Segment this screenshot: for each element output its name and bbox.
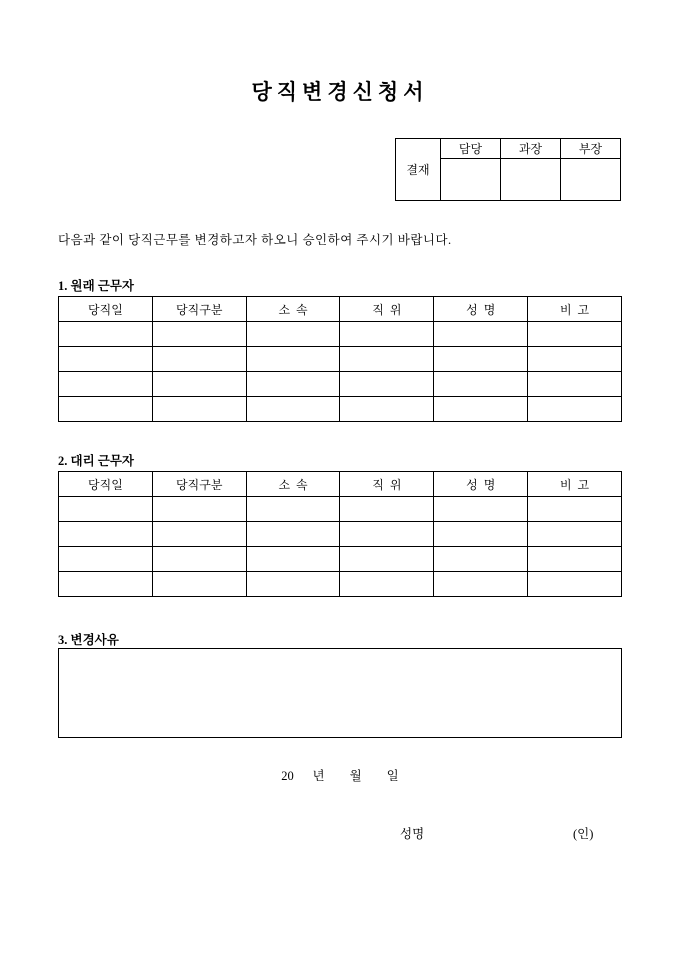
empty-cell: [434, 397, 528, 422]
empty-cell: [528, 497, 622, 522]
table-row: [59, 522, 622, 547]
empty-cell: [152, 547, 246, 572]
section1-heading: 1. 원래 근무자: [58, 279, 135, 293]
empty-cell: [246, 347, 340, 372]
col-position: 직 위: [340, 297, 434, 322]
empty-cell: [340, 572, 434, 597]
empty-cell: [340, 397, 434, 422]
table-row: [59, 572, 622, 597]
table-row: [59, 497, 622, 522]
col-remarks: 비 고: [528, 297, 622, 322]
empty-cell: [528, 547, 622, 572]
signature-name-label: 성명: [400, 827, 425, 841]
empty-cell: [152, 497, 246, 522]
empty-cell: [528, 347, 622, 372]
table-row: [59, 547, 622, 572]
approval-col-manager: 과장: [501, 139, 561, 159]
empty-cell: [434, 572, 528, 597]
empty-cell: [434, 372, 528, 397]
col-position: 직 위: [340, 472, 434, 497]
empty-cell: [246, 372, 340, 397]
empty-cell: [59, 572, 153, 597]
seal-label: (인): [573, 827, 594, 841]
empty-cell: [246, 497, 340, 522]
section3-heading: 3. 변경사유: [58, 633, 119, 647]
col-remarks: 비 고: [528, 472, 622, 497]
empty-cell: [246, 397, 340, 422]
col-department: 소 속: [246, 472, 340, 497]
empty-cell: [434, 497, 528, 522]
table-row: [59, 347, 622, 372]
empty-cell: [434, 322, 528, 347]
empty-cell: [246, 322, 340, 347]
col-duty-date: 당직일: [59, 472, 153, 497]
empty-cell: [340, 322, 434, 347]
col-duty-date: 당직일: [59, 297, 153, 322]
empty-cell: [528, 572, 622, 597]
approval-sign-cell: [561, 159, 621, 201]
empty-cell: [434, 547, 528, 572]
empty-cell: [340, 497, 434, 522]
col-duty-type: 당직구분: [152, 297, 246, 322]
col-name: 성 명: [434, 297, 528, 322]
empty-cell: [59, 347, 153, 372]
empty-cell: [528, 397, 622, 422]
empty-cell: [152, 372, 246, 397]
empty-cell: [59, 322, 153, 347]
approval-sign-cell: [441, 159, 501, 201]
empty-cell: [246, 547, 340, 572]
empty-cell: [152, 322, 246, 347]
empty-cell: [434, 347, 528, 372]
table-header-row: [59, 297, 622, 322]
empty-cell: [152, 522, 246, 547]
empty-cell: [340, 547, 434, 572]
approval-sign-cell: [501, 159, 561, 201]
empty-cell: [528, 322, 622, 347]
empty-cell: [152, 347, 246, 372]
empty-cell: [59, 372, 153, 397]
table-row: [59, 372, 622, 397]
section2-heading: 2. 대리 근무자: [58, 454, 135, 468]
col-department: 소 속: [246, 297, 340, 322]
table-row: [59, 322, 622, 347]
empty-cell: [528, 522, 622, 547]
empty-cell: [246, 522, 340, 547]
empty-cell: [59, 497, 153, 522]
col-name: 성 명: [434, 472, 528, 497]
table-header-row: [59, 472, 622, 497]
approval-col-director: 부장: [561, 139, 621, 159]
approval-table: [395, 138, 621, 201]
original-worker-table: [58, 296, 622, 422]
empty-cell: [152, 397, 246, 422]
empty-cell: [340, 372, 434, 397]
empty-cell: [528, 372, 622, 397]
approval-label: 결재: [396, 139, 441, 201]
empty-cell: [59, 522, 153, 547]
empty-cell: [340, 347, 434, 372]
change-reason-box: [58, 648, 622, 738]
empty-cell: [152, 572, 246, 597]
empty-cell: [59, 397, 153, 422]
empty-cell: [246, 572, 340, 597]
empty-cell: [434, 522, 528, 547]
empty-cell: [340, 522, 434, 547]
substitute-worker-table: [58, 471, 622, 597]
col-duty-type: 당직구분: [152, 472, 246, 497]
approval-col-staff: 담당: [441, 139, 501, 159]
table-row: [59, 397, 622, 422]
date-line: 20 년 월 일: [281, 769, 399, 783]
page-title: 당직변경신청서: [251, 80, 429, 104]
empty-cell: [59, 547, 153, 572]
intro-text: 다음과 같이 당직근무를 변경하고자 하오니 승인하여 주시기 바랍니다.: [58, 233, 452, 247]
